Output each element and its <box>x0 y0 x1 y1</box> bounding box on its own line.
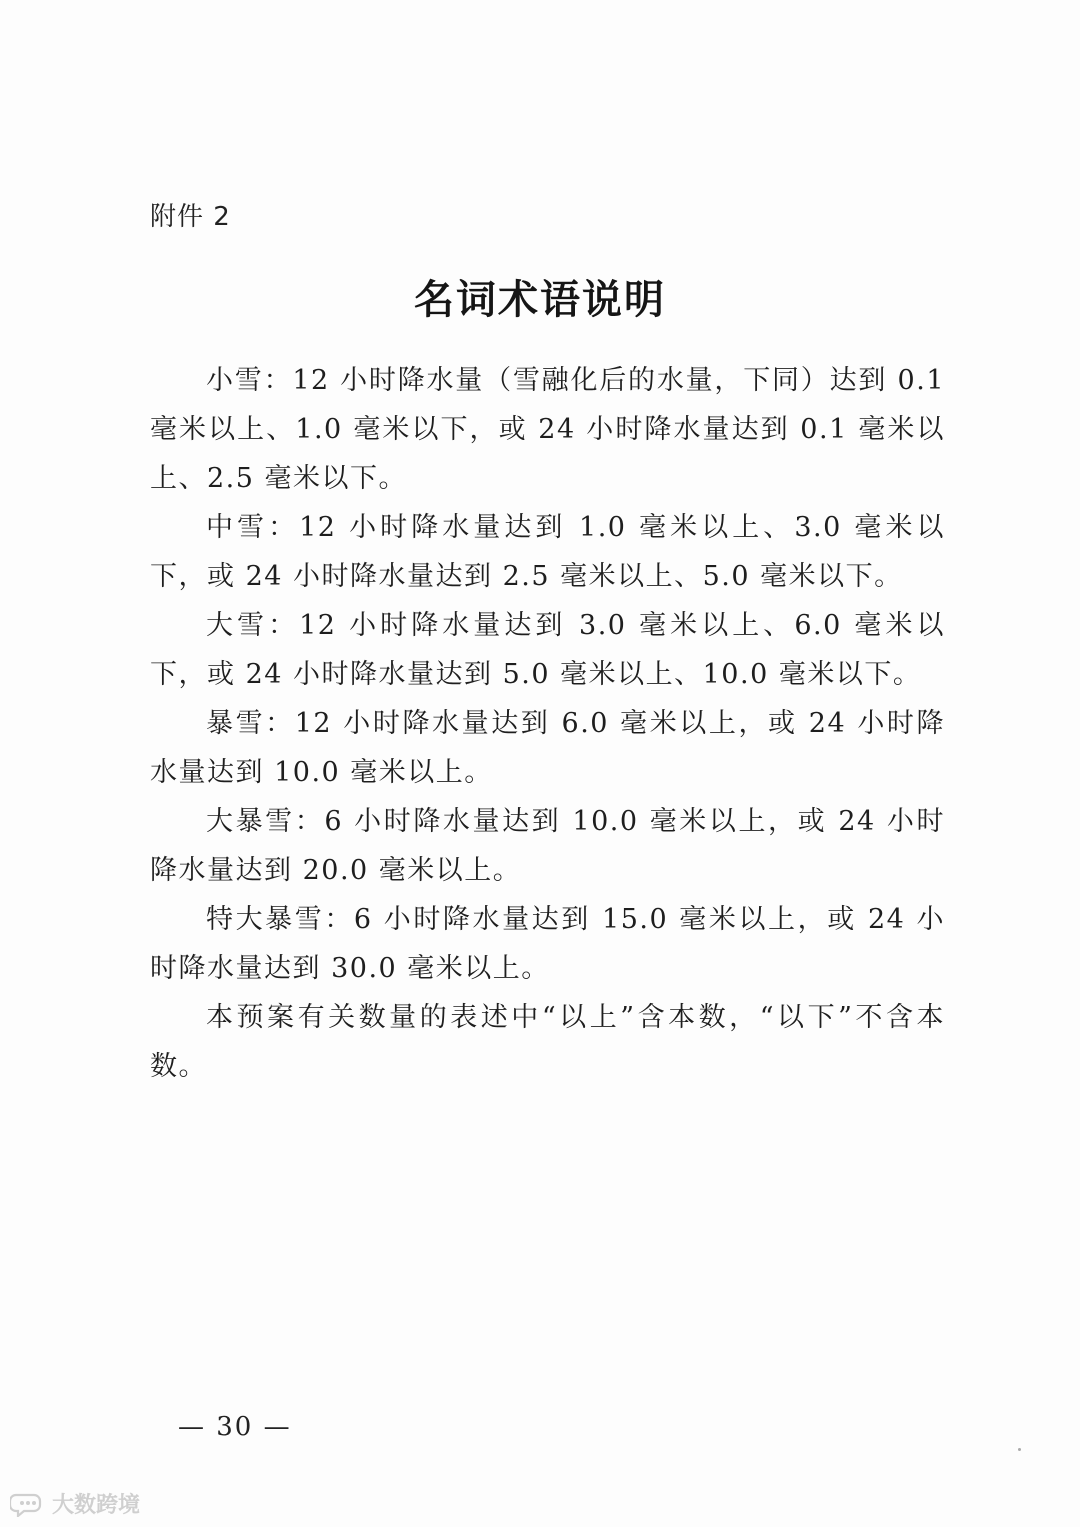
page-title: 名词术语说明 <box>414 277 666 323</box>
paragraph-severe-snowstorm: 特大暴雪：6 小时降水量达到 15.0 毫米以上，或 24 小时降水量达到 30.0 毫米以上。 <box>150 904 945 984</box>
paragraph-light-snow: 小雪：12 小时降水量（雪融化后的水量，下同）达到 0.1 毫米以上、1.0 毫米以下，或 24 小时降水量达到 0.1 毫米以上、2.5 毫米以下。 <box>150 365 945 494</box>
paragraph-heavy-snowstorm: 大暴雪：6 小时降水量达到 10.0 毫米以上，或 24 小时降水量达到 20.0 毫米以上。 <box>150 806 945 886</box>
page-number: — 30 — <box>178 1412 292 1442</box>
speech-bubble-logo-icon <box>10 1491 46 1517</box>
paragraph-moderate-snow: 中雪：12 小时降水量达到 1.0 毫米以上、3.0 毫米以下，或 24 小时降水量达到 2.5 毫米以上、5.0 毫米以下。 <box>150 512 945 592</box>
watermark-text: 大数跨境 <box>52 1493 141 1518</box>
attachment-label: 附件 2 <box>150 202 231 232</box>
paragraph-snowstorm: 暴雪：12 小时降水量达到 6.0 毫米以上，或 24 小时降水量达到 10.0 毫米以上。 <box>150 708 945 788</box>
paragraph-quantity-note: 本预案有关数量的表述中“以上”含本数，“以下”不含本数。 <box>150 1002 945 1082</box>
paragraph-heavy-snow: 大雪：12 小时降水量达到 3.0 毫米以上、6.0 毫米以下，或 24 小时降水量达到 5.0 毫米以上、10.0 毫米以下。 <box>150 610 945 690</box>
watermark <box>10 1488 140 1519</box>
document-body <box>150 356 945 1091</box>
scan-dot <box>1018 1448 1021 1451</box>
